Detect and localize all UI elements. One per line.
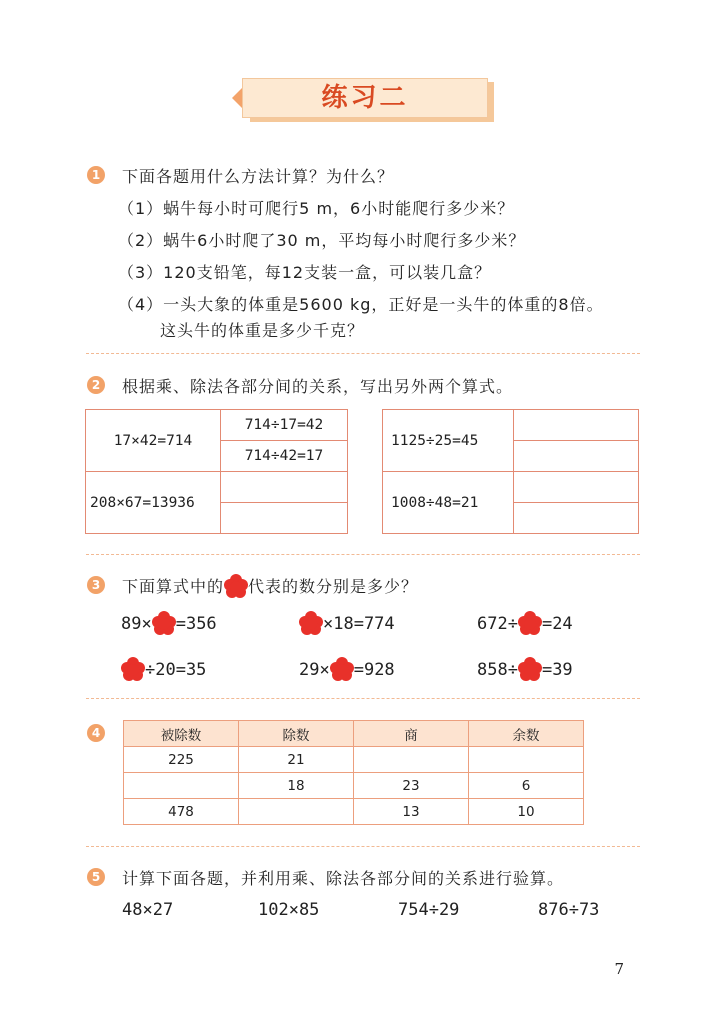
- equation-prefix: 672÷: [477, 614, 518, 634]
- red-flower-icon: [224, 574, 248, 598]
- equation-suffix: ×18=774: [323, 614, 395, 634]
- q3-prompt-before: 下面算式中的: [122, 577, 225, 596]
- header-dividend: 被除数: [124, 721, 239, 747]
- table-cell: 23: [354, 773, 469, 799]
- question-number-3: 3: [87, 576, 105, 594]
- q2-left-table: [85, 409, 348, 534]
- table-row: [124, 799, 584, 825]
- given-equation: 1125÷25=45: [383, 410, 514, 472]
- table-row: [124, 773, 584, 799]
- red-flower-icon: [299, 611, 323, 635]
- question-number-5: 5: [87, 868, 105, 886]
- divider: [86, 698, 640, 699]
- derived-equation: 714÷17=42: [221, 410, 348, 441]
- given-equation: 208×67=13936: [86, 472, 221, 534]
- q3-equation: [299, 611, 395, 635]
- divider: [86, 846, 640, 847]
- page-title: 练习二: [321, 83, 409, 113]
- equation-prefix: 29×: [299, 660, 330, 680]
- q1-item-4: （4）一头大象的体重是5600 kg，正好是一头牛的体重的8倍。: [118, 295, 604, 314]
- q3-prompt-after: 代表的数分别是多少？: [248, 577, 419, 596]
- red-flower-icon: [330, 657, 354, 681]
- answer-blank[interactable]: [239, 799, 354, 825]
- q5-prompt: 计算下面各题，并利用乘、除法各部分间的关系进行验算。: [122, 869, 565, 888]
- red-flower-icon: [518, 657, 542, 681]
- equation-suffix: =24: [541, 614, 573, 634]
- equation-suffix: ÷20=35: [145, 660, 207, 680]
- q1-item-1: （1）蜗牛每小时可爬行5 m，6小时能爬行多少米？: [118, 199, 515, 218]
- table-row: [124, 747, 584, 773]
- q2-right-table: [382, 409, 639, 534]
- red-flower-icon: [152, 611, 176, 635]
- table-cell: 478: [124, 799, 239, 825]
- q3-equation: [299, 657, 395, 681]
- q5-expression: 102×85: [258, 900, 320, 920]
- title-banner: [232, 78, 494, 122]
- q5-expression: 876÷73: [538, 900, 600, 920]
- table-cell: 6: [469, 773, 584, 799]
- q2-prompt: 根据乘、除法各部分间的关系，写出另外两个算式。: [122, 377, 514, 396]
- answer-blank[interactable]: [514, 472, 639, 503]
- q1-item-4-cont: 这头牛的体重是多少千克？: [160, 321, 365, 340]
- q5-expression: 48×27: [122, 900, 174, 920]
- answer-blank[interactable]: [514, 410, 639, 441]
- table-cell: 18: [239, 773, 354, 799]
- table-header-row: [124, 721, 584, 747]
- table-cell: 225: [124, 747, 239, 773]
- answer-blank[interactable]: [221, 503, 348, 534]
- q3-equation: [121, 657, 206, 681]
- red-flower-icon: [518, 611, 542, 635]
- header-quotient: 商: [354, 721, 469, 747]
- equation-suffix: =928: [353, 660, 395, 680]
- answer-blank[interactable]: [469, 747, 584, 773]
- q3-equation: [477, 657, 573, 681]
- q3-equation: [121, 611, 217, 635]
- page-number: 7: [614, 960, 624, 978]
- header-remainder: 余数: [469, 721, 584, 747]
- header-divisor: 除数: [239, 721, 354, 747]
- q5-expression: 754÷29: [398, 900, 460, 920]
- equation-prefix: 858÷: [477, 660, 518, 680]
- question-number-1: 1: [87, 166, 105, 184]
- q3-equation: [477, 611, 573, 635]
- divider: [86, 554, 640, 555]
- equation-suffix: =39: [541, 660, 573, 680]
- derived-equation: 714÷42=17: [221, 441, 348, 472]
- divider: [86, 353, 640, 354]
- question-number-4: 4: [87, 724, 105, 742]
- answer-blank[interactable]: [354, 747, 469, 773]
- red-flower-icon: [121, 657, 145, 681]
- answer-blank[interactable]: [514, 503, 639, 534]
- given-equation: 1008÷48=21: [383, 472, 514, 534]
- q1-item-3: （3）120支铅笔，每12支装一盒，可以装几盒？: [118, 263, 492, 282]
- answer-blank[interactable]: [221, 472, 348, 503]
- equation-prefix: 89×: [121, 614, 152, 634]
- question-number-2: 2: [87, 376, 105, 394]
- q1-item-2: （2）蜗牛6小时爬了30 m，平均每小时爬行多少米？: [118, 231, 526, 250]
- table-cell: 10: [469, 799, 584, 825]
- table-cell: 21: [239, 747, 354, 773]
- q1-prompt: 下面各题用什么方法计算？为什么？: [122, 167, 395, 186]
- answer-blank[interactable]: [124, 773, 239, 799]
- answer-blank[interactable]: [514, 441, 639, 472]
- q3-prompt: [122, 574, 418, 598]
- q4-table: [123, 720, 584, 825]
- table-cell: 13: [354, 799, 469, 825]
- equation-suffix: =356: [175, 614, 217, 634]
- given-equation: 17×42=714: [86, 410, 221, 472]
